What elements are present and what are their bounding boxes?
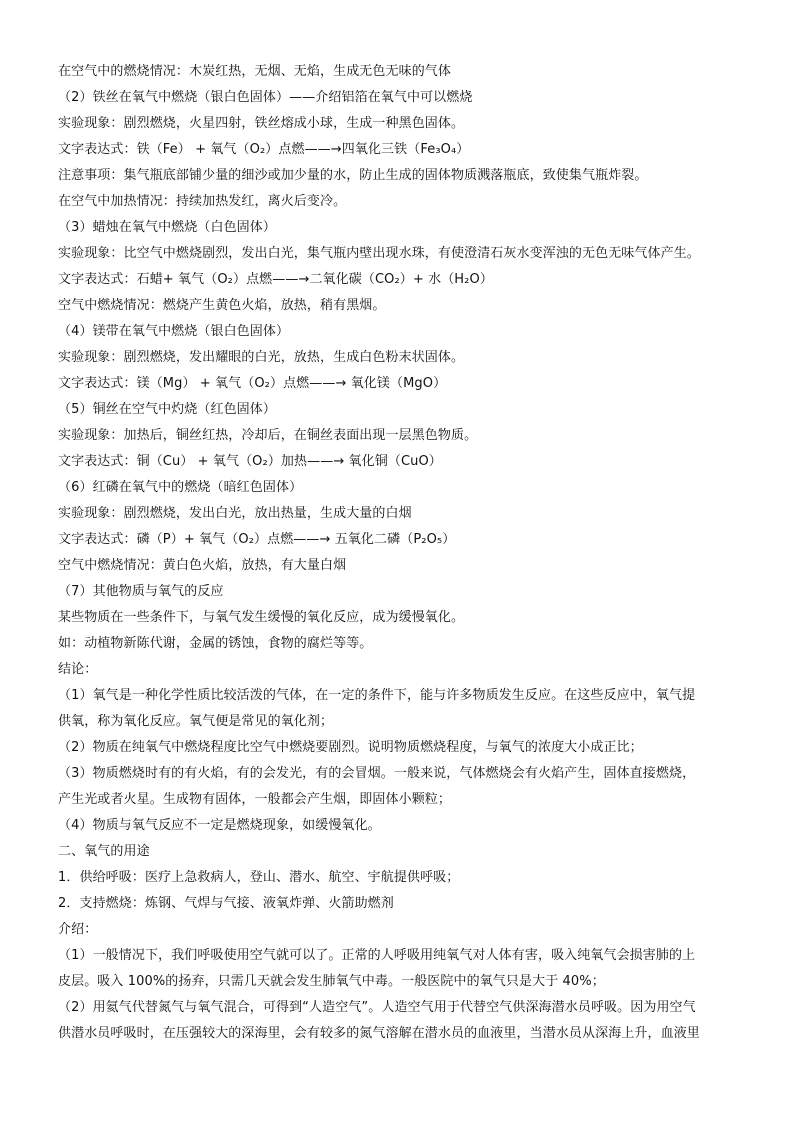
text-line: 如：动植物新陈代谢，金属的锈蚀，食物的腐烂等等。: [58, 636, 373, 651]
text-line: （3）蜡烛在氧气中燃烧（白色固体）: [58, 220, 276, 235]
text-line: 皮层。吸入 100%的扬弃，只需几天就会发生肺氧气中毒。一般医院中的氧气只是大于 40%；: [58, 974, 605, 989]
text-line: （1）一般情况下，我们呼吸使用空气就可以了。正常的人呼吸用纯氧气对人体有害，吸入纯氧气会损害肺的上: [58, 948, 696, 963]
text-line: （6）红磷在氧气中的燃烧（暗红色固体）: [58, 480, 303, 495]
text-line: （1）氧气是一种化学性质比较活泼的气体，在一定的条件下，能与许多物质发生反应。在这些反应中，氧气提: [58, 688, 696, 703]
text-line: 产生光或者火星。生成物有固体，一般都会产生烟，即固体小颗粒；: [58, 792, 452, 807]
text-line: （2）铁丝在氧气中燃烧（银白色固体）——介绍铝箔在氧气中可以燃烧: [58, 90, 473, 105]
text-line: （3）物质燃烧时有的有火焰，有的会发光，有的会冒烟。一般来说，气体燃烧会有火焰产生，固体直接燃烧，: [58, 766, 696, 781]
text-line: 某些物质在一些条件下，与氧气发生缓慢的氧化反应，成为缓慢氧化。: [58, 610, 465, 625]
text-line: 文字表达式：铜（Cu） + 氧气（O₂）加热——→ 氧化铜（CuO）: [58, 454, 442, 469]
text-line: （4）物质与氧气反应不一定是燃烧现象，如缓慢氧化。: [58, 818, 381, 833]
text-line: （4）镁带在氧气中燃烧（银白色固体）: [58, 324, 290, 339]
text-line: （5）铜丝在空气中灼烧（红色固体）: [58, 402, 276, 417]
text-line: 结论：: [58, 662, 98, 677]
text-line: 在空气中的燃烧情况：木炭红热，无烟、无焰，生成无色无味的气体: [58, 64, 452, 79]
text-line: （7）其他物质与氧气的反应: [58, 584, 224, 599]
text-line: 文字表达式：镁（Mg） + 氧气（O₂）点燃——→ 氧化镁（MgO）: [58, 376, 447, 391]
text-line: 空气中燃烧情况：黄白色火焰，放热，有大量白烟: [58, 558, 347, 573]
text-line: 空气中燃烧情况：燃烧产生黄色火焰，放热，稍有黑烟。: [58, 298, 386, 313]
text-line: 实验现象：剧烈燃烧，发出白光，放出热量，生成大量的白烟: [58, 506, 412, 521]
text-line: 1．供给呼吸：医疗上急救病人，登山、潜水、航空、宇航提供呼吸；: [58, 870, 460, 885]
text-line: 供氧，称为氧化反应。氧气便是常见的氧化剂；: [58, 714, 334, 729]
text-line: 介绍：: [58, 922, 98, 937]
text-line: 在空气中加热情况：持续加热发红，离火后变冷。: [58, 194, 347, 209]
text-line: 文字表达式：铁（Fe） + 氧气（O₂）点燃——→四氧化三铁（Fe₃O₄）: [58, 142, 470, 157]
text-line: 实验现象：加热后，铜丝红热，冷却后，在铜丝表面出现一层黑色物质。: [58, 428, 478, 443]
document-page: [58, 59, 748, 1047]
text-line: 实验现象：剧烈燃烧，火星四射，铁丝熔成小球，生成一种黑色固体。: [58, 116, 465, 131]
text-line: 文字表达式：磷（P）+ 氧气（O₂）点燃——→ 五氧化二磷（P₂O₅）: [58, 532, 456, 547]
text-line: 2．支持燃烧：炼钢、气焊与气接、液氧炸弹、火箭助燃剂: [58, 896, 394, 911]
text-line: （2）物质在纯氧气中燃烧程度比空气中燃烧要剧烈。说明物质燃烧程度，与氧气的浓度大小成正比；: [58, 740, 643, 755]
text-line: （2）用氦气代替氮气与氧气混合，可得到“人造空气”。人造空气用于代替空气供深海潜水员呼吸。因为用空气: [58, 1000, 696, 1015]
text-line: 供潜水员呼吸时，在压强较大的深海里，会有较多的氮气溶解在潜水员的血液里，当潜水员从深海上升，血液里: [58, 1026, 700, 1041]
text-line: 文字表达式：石蜡+ 氧气（O₂）点燃——→二氧化碳（CO₂）+ 水（H₂O）: [58, 272, 493, 287]
text-line: 注意事项：集气瓶底部铺少量的细沙或加少量的水，防止生成的固体物质溅落瓶底，致使集气瓶炸裂。: [58, 168, 648, 183]
text-line: 实验现象：剧烈燃烧，发出耀眼的白光，放热，生成白色粉末状固体。: [58, 350, 465, 365]
text-line: 二、氧气的用途: [58, 844, 150, 859]
text-line: 实验现象：比空气中燃烧剧烈，发出白光，集气瓶内壁出现水珠，有使澄清石灰水变浑浊的无色无味气体产生。: [58, 246, 700, 261]
